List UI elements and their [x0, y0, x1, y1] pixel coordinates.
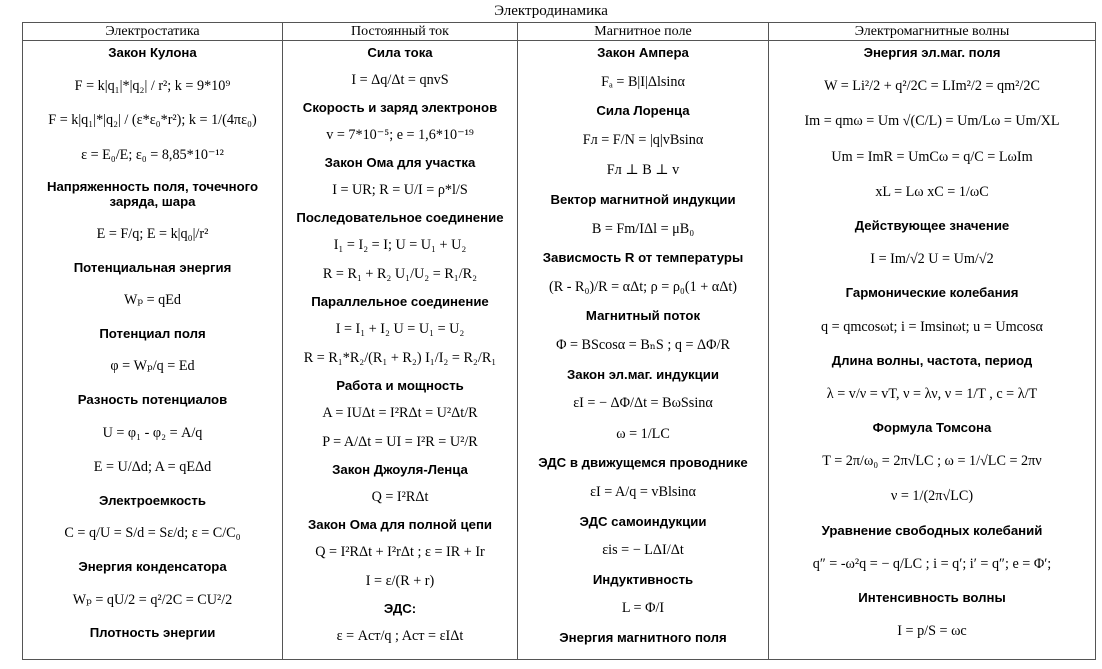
formula: φ = Wₚ/q = Ed [110, 358, 195, 375]
formula: Im = qmω = Um √(C/L) = Um/Lω = Um/XL [804, 113, 1060, 130]
section-heading: Закон Ома для полной цепи [307, 517, 493, 532]
column-magnetic-field [518, 23, 769, 659]
formula: F = k|q₁|*|q₂| / r²; k = 9*10⁹ [74, 77, 231, 94]
column-direct-current [283, 23, 518, 659]
formula: A = IUΔt = I²RΔt = U²Δt/R [322, 405, 478, 421]
section-heading: Напряженность поля, точечного заряда, шара [46, 179, 259, 210]
formula: B = Fm/IΔl = μB₀ [591, 220, 695, 237]
formula-table [22, 22, 1096, 660]
formula: R = R₁*R₂/(R₁ + R₂) I₁/I₂ = R₂/R₁ [303, 350, 497, 366]
section-heading: Скорость и заряд электронов [302, 100, 498, 115]
section-heading: Энергия эл.маг. поля [863, 45, 1001, 60]
section-heading: Разность потенциалов [77, 391, 228, 407]
sheet-title: Электродинамика [494, 3, 608, 19]
section-heading: Последовательное соединение [296, 210, 504, 225]
formula: εis = − LΔI/Δt [602, 542, 684, 559]
formula: q″ = -ω²q = − q/LC ; i = q′; i′ = q″; e = Φ′; [812, 555, 1052, 572]
section-heading: Плотность энергии [89, 625, 216, 641]
formula: U = φ₁ - φ₂ = A/q [102, 424, 203, 441]
column-header: Магнитное поле [518, 23, 768, 41]
section-heading: Магнитный поток [585, 308, 701, 324]
formula: C = q/U = S/d = Sε/d; ε = C/C₀ [64, 525, 241, 542]
formula: Q = I²RΔt + I²rΔt ; ε = IR + Ir [315, 544, 485, 560]
section-heading: Индуктивность [592, 571, 694, 587]
section-heading: Закон Ома для участка [324, 155, 476, 170]
formula: Wₚ = qU/2 = q²/2C = CU²/2 [72, 591, 233, 608]
formula: Φ = BScosα = BₙS ; q = ΔΦ/R [556, 336, 730, 353]
formula: Fл = F/N = |q|vBsinα [582, 131, 704, 148]
section-heading: Работа и мощность [336, 378, 464, 393]
formula: xL = Lω xC = 1/ωC [875, 183, 989, 200]
formula: I = Δq/Δt = qnvS [351, 72, 449, 88]
section-heading: Потенциальная энергия [73, 259, 232, 275]
section-heading: ЭДС самоиндукции [579, 513, 707, 529]
column-header: Постоянный ток [283, 23, 517, 41]
column-body [283, 41, 517, 646]
formula: εI = A/q = vBlsinα [590, 483, 696, 500]
formula: Um = ImR = UmCω = q/C = LωIm [831, 148, 1033, 165]
section-heading: Закон Джоуля-Ленца [332, 462, 468, 477]
formula: L = Φ/I [621, 600, 665, 617]
formula: I₁ = I₂ = I; U = U₁ + U₂ [333, 237, 467, 253]
column-body [23, 41, 282, 641]
formula: Fₐ = B|I|Δlsinα [601, 73, 685, 90]
section-heading: Интенсивность волны [858, 590, 1006, 605]
section-heading: Действующее значение [854, 217, 1010, 233]
section-heading: ЭДС: [383, 601, 417, 616]
formula: v = 7*10⁻⁵; e = 1,6*10⁻¹⁹ [326, 127, 474, 143]
formula: I = p/S = ωc [897, 623, 967, 640]
formula: q = qmcosωt; i = Imsinωt; u = Umcosα [821, 318, 1043, 335]
formula: I = ε/(R + r) [365, 573, 435, 589]
section-heading: Закон Кулона [108, 45, 197, 60]
section-heading: Сила Лоренца [596, 103, 690, 119]
section-heading: Зависмость R от температуры [542, 250, 744, 266]
column-electrostatics [23, 23, 283, 659]
section-heading: Длина волны, частота, период [831, 352, 1033, 368]
formula: I = Im/√2 U = Um/√2 [870, 251, 994, 268]
formula: I = I₁ + I₂ U = U₁ = U₂ [335, 321, 465, 337]
section-heading: Вектор магнитной индукции [550, 191, 736, 207]
column-header: Электростатика [23, 23, 282, 41]
formula: εI = − ΔΦ/Δt = BωSsinα [573, 395, 713, 412]
section-heading: Потенциал поля [99, 325, 206, 341]
formula: ε = E₀/E; ε₀ = 8,85*10⁻¹² [81, 146, 224, 163]
formula: T = 2π/ω₀ = 2π√LC ; ω = 1/√LC = 2πν [822, 453, 1042, 470]
column-body [518, 41, 768, 646]
formula: F = k|q₁|*|q₂| / (ε*ε₀*r²); k = 1/(4πε₀) [48, 112, 257, 129]
section-heading: Энергия магнитного поля [559, 629, 727, 645]
section-heading: Гармонические колебания [845, 285, 1019, 301]
formula: R = R₁ + R₂ U₁/U₂ = R₁/R₂ [322, 266, 478, 282]
formula: P = A/Δt = UI = I²R = U²/R [322, 434, 478, 450]
formula: E = U/Δd; A = qEΔd [93, 459, 212, 476]
section-heading: Параллельное соединение [311, 294, 489, 309]
formula: E = F/q; E = k|q₀|/r² [96, 225, 209, 242]
section-heading: Электроемкость [99, 492, 206, 508]
column-em-waves [769, 23, 1095, 659]
formula: W = Li²/2 + q²/2C = LIm²/2 = qm²/2C [824, 78, 1040, 95]
formula: λ = v/ν = vT, ν = λν, ν = 1/T , c = λ/T [826, 385, 1038, 402]
section-heading: Закон Ампера [597, 45, 689, 60]
section-heading: Сила тока [367, 45, 433, 60]
formula: ν = 1/(2π√LC) [890, 488, 974, 505]
formula: Fл ⊥ B ⊥ v [606, 162, 680, 179]
formula: ω = 1/LC [616, 425, 670, 442]
formula: (R - R₀)/R = αΔt; ρ = ρ₀(1 + αΔt) [549, 278, 737, 295]
section-heading: Закон эл.маг. индукции [567, 366, 719, 382]
section-heading: Формула Томсона [872, 420, 992, 436]
section-heading: Уравнение свободных колебаний [821, 522, 1043, 538]
formula: I = UR; R = U/I = ρ*l/S [332, 182, 468, 198]
formula: ε = Aст/q ; Aст = εIΔt [336, 628, 464, 644]
section-heading: ЭДС в движущемся проводнике [538, 455, 748, 471]
formula: Q = I²RΔt [371, 489, 429, 505]
column-body [769, 41, 1095, 641]
formula: Wₚ = qEd [123, 292, 181, 309]
column-header: Электромагнитные волны [769, 23, 1095, 41]
section-heading: Энергия конденсатора [78, 558, 227, 574]
